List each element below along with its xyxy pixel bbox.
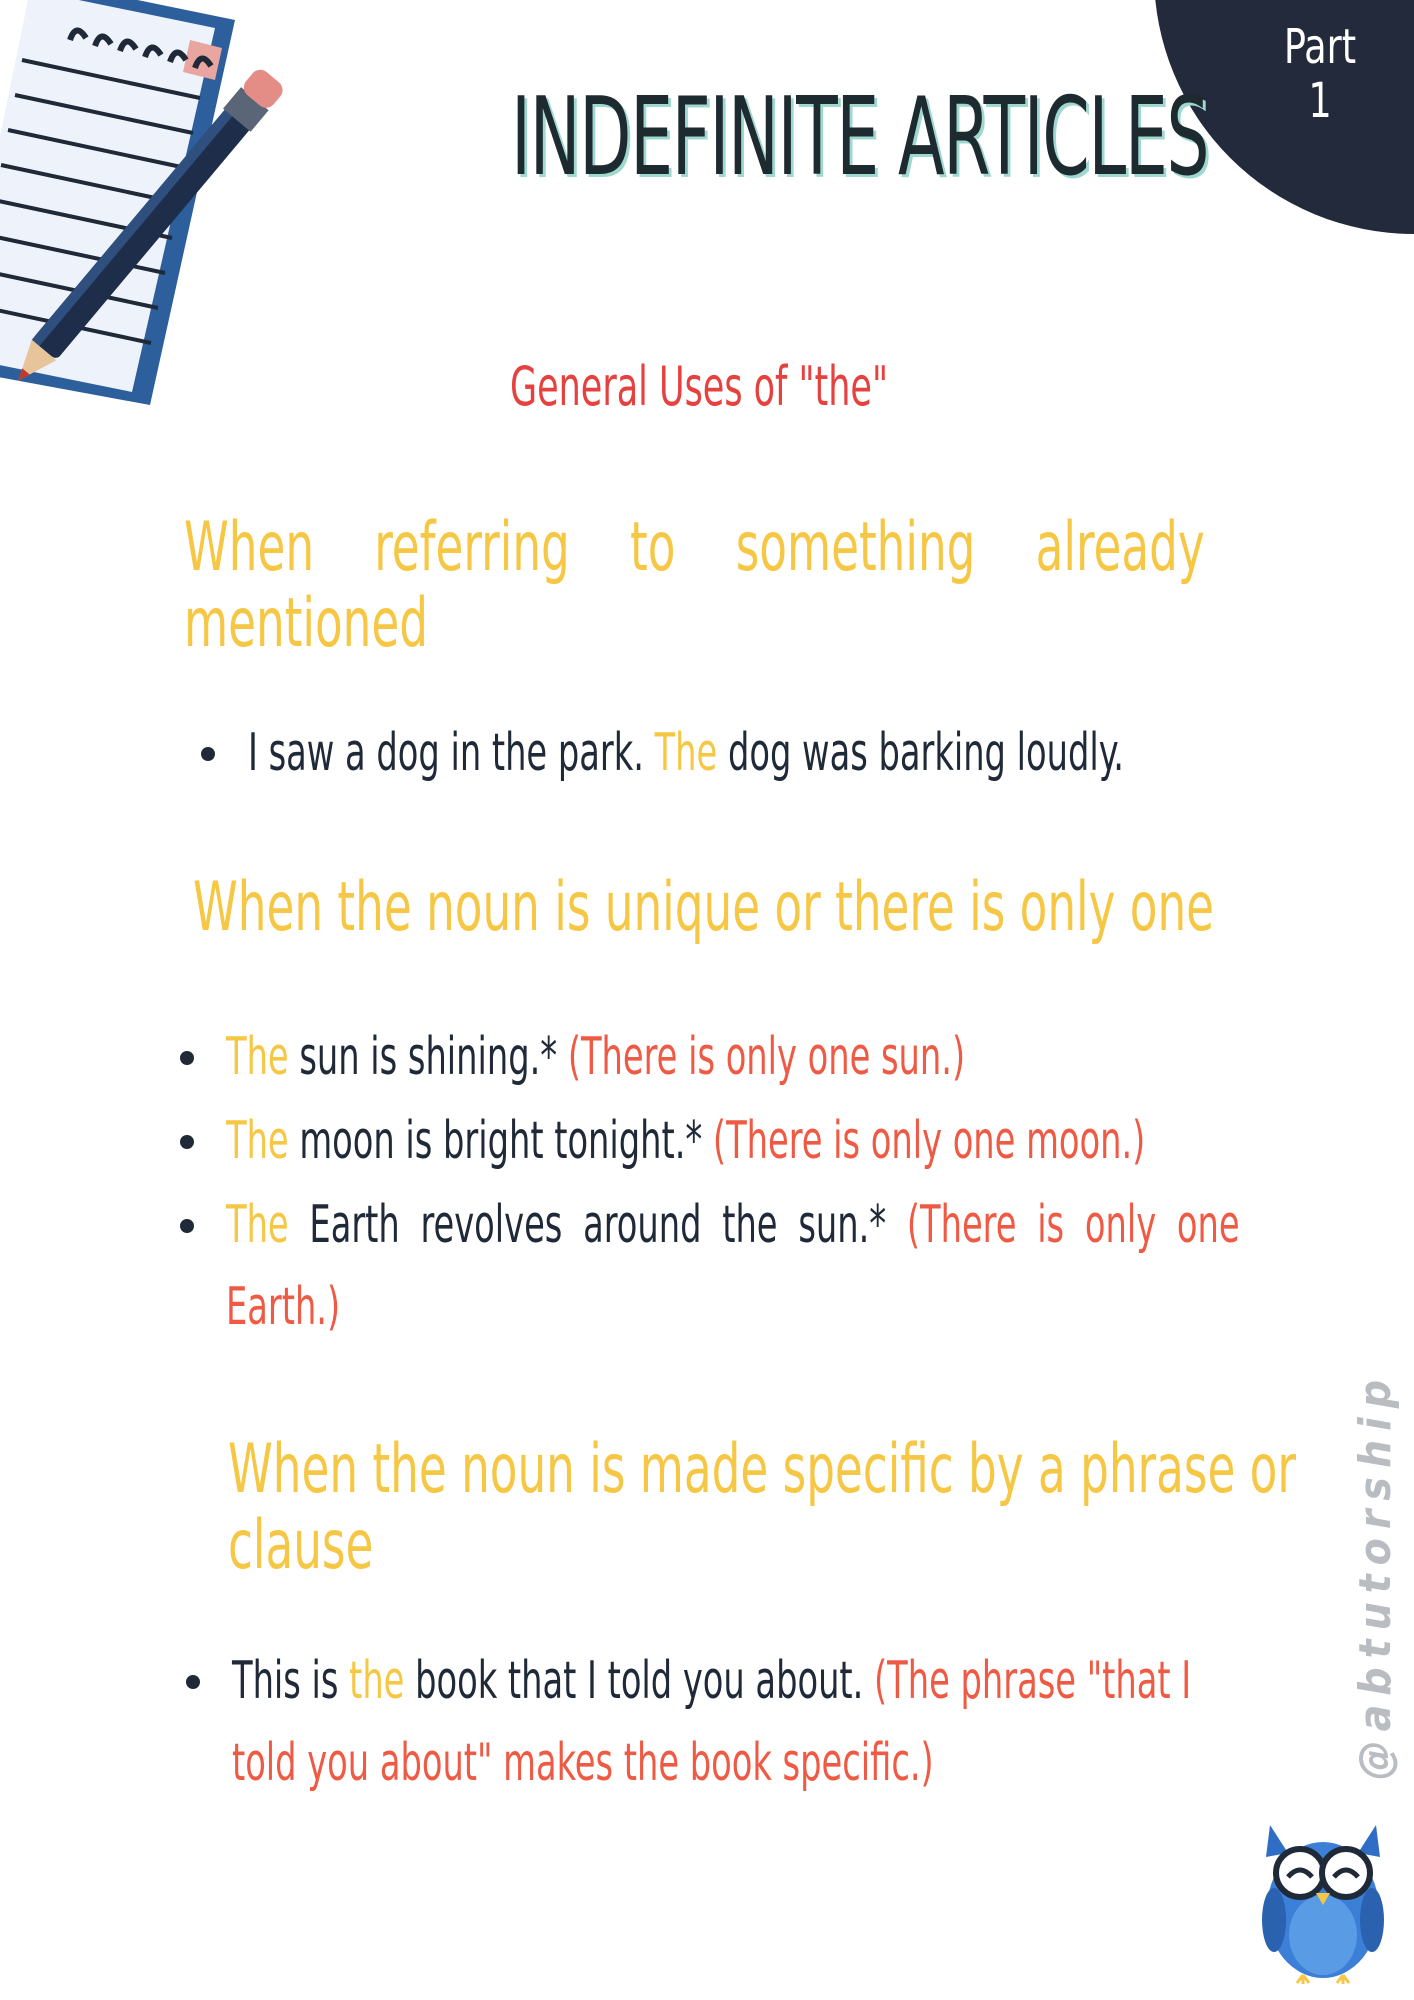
explanation-note-continued: Earth.): [226, 1277, 341, 1337]
section-heading-specific-phrase: When the noun is made specific by a phrase or clause: [228, 1430, 1296, 1585]
section-heading-already-mentioned: When referring to something already mentioned: [184, 508, 1205, 663]
article-highlight: The: [226, 1195, 289, 1255]
owl-mascot-icon: [1258, 1805, 1388, 1985]
bullet-dot: [186, 1675, 200, 1689]
example-sentence: The Earth revolves around the sun.* (There is only one Earth.): [226, 1184, 1240, 1348]
explanation-note: (There is only one moon.): [702, 1111, 1146, 1171]
notebook-pencil-icon: [0, 0, 360, 410]
part-word: Part: [1283, 19, 1357, 75]
article-highlight: the: [349, 1651, 405, 1711]
example-sentence: The sun is shining.* (There is only one sun.): [226, 1027, 966, 1087]
bullet-dot: [180, 1219, 194, 1233]
bullet-dot: [180, 1135, 194, 1149]
example-sentence: I saw a dog in the park. The dog was barking loudly.: [248, 723, 1124, 783]
page-title: INDEFINITE ARTICLES: [511, 75, 1209, 200]
part-number: 1: [1308, 73, 1332, 129]
article-highlight: The: [654, 723, 718, 783]
explanation-note: (There is only one sun.): [557, 1027, 966, 1087]
article-highlight: The: [226, 1111, 289, 1171]
section-heading-unique-noun: When the noun is unique or there is only one: [193, 868, 1215, 947]
explanation-note-continued: told you about" makes the book specific.): [232, 1733, 934, 1793]
section-label: General Uses of "the": [510, 355, 889, 418]
bullet-dot: [201, 747, 215, 761]
article-highlight: The: [226, 1027, 289, 1087]
explanation-note: (The phrase "that I: [863, 1651, 1192, 1711]
example-sentence: This is the book that I told you about. (The phrase "that I told you about" makes the book specific.): [232, 1640, 1191, 1804]
explanation-note: (There is only one: [886, 1195, 1240, 1255]
example-sentence: The moon is bright tonight.* (There is only one moon.): [226, 1111, 1146, 1171]
part-label: [1261, 20, 1380, 128]
bullet-dot: [180, 1051, 194, 1065]
